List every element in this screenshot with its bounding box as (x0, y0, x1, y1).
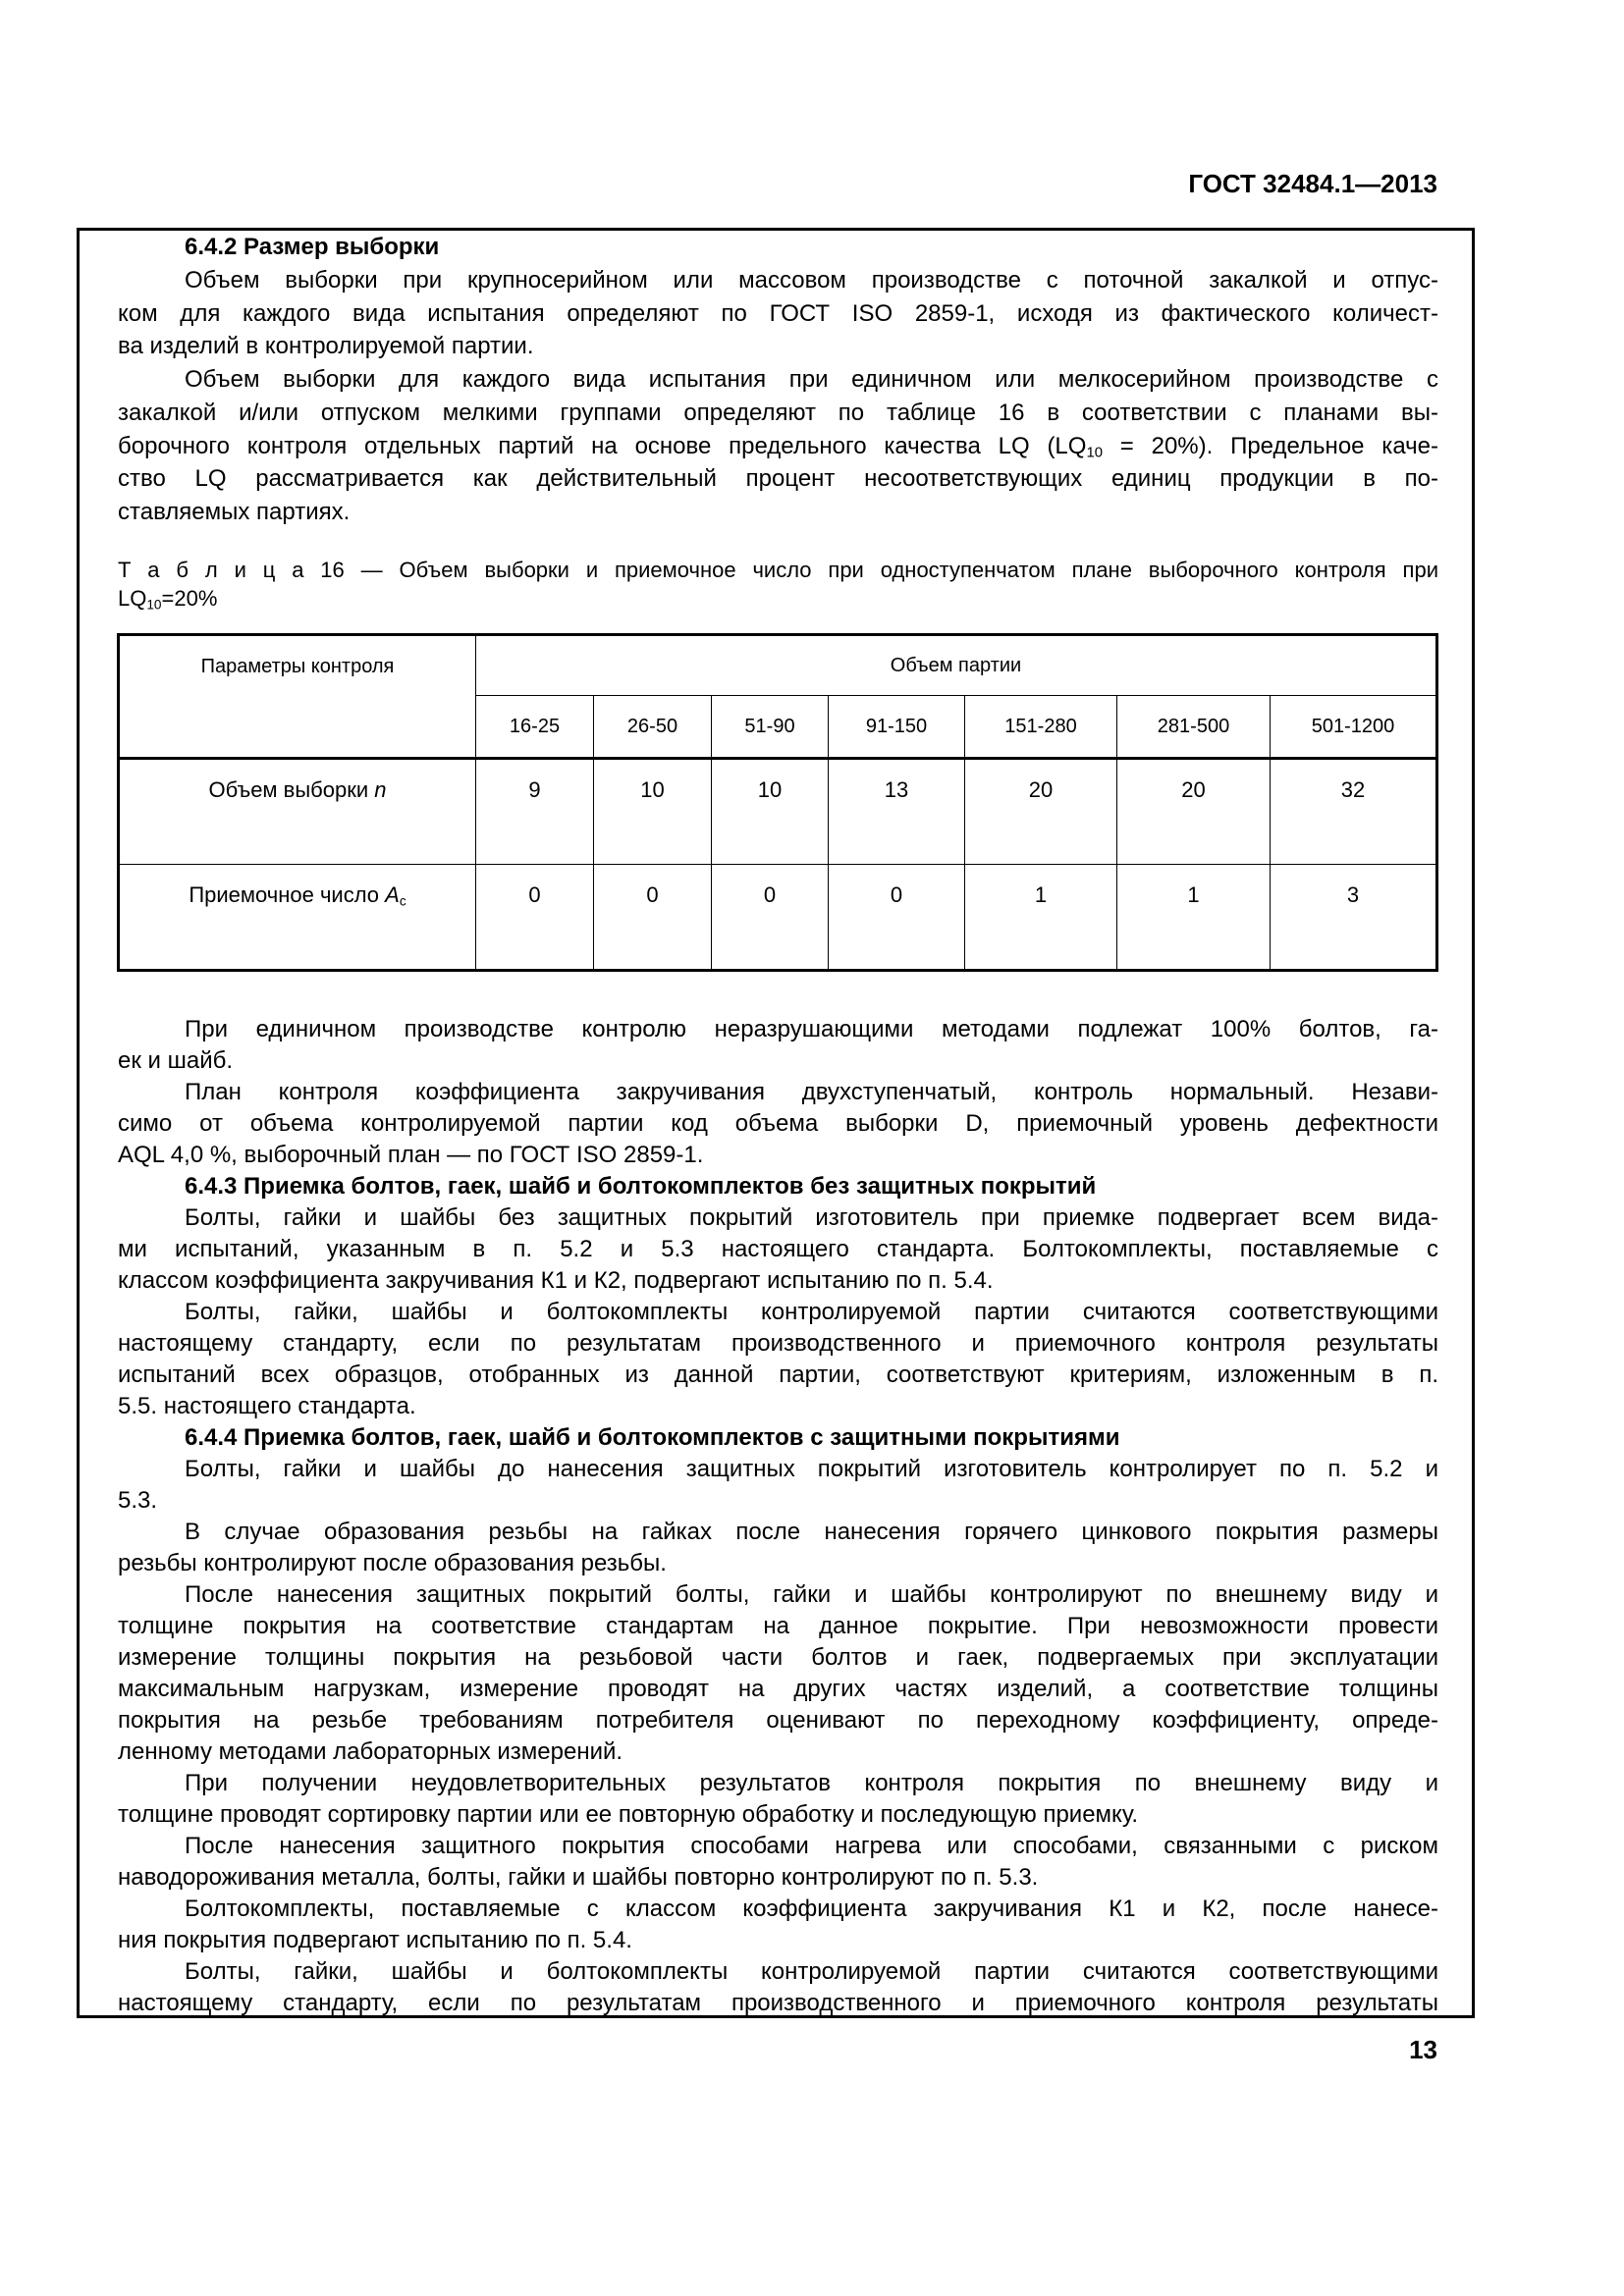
paragraph-line: План контроля коэффициента закручивания двухступенчатый, контроль нормальный. Незави- (185, 1079, 1438, 1105)
row-variable: A (385, 882, 400, 907)
paragraph-line: настоящему стандарту, если по результатам производственного и приемочного контроля результаты (118, 1330, 1438, 1357)
paragraph-line: ком для каждого вида испытания определяют по ГОСТ ISO 2859-1, исходя из фактического количест- (118, 299, 1438, 327)
paragraph-line (118, 430, 1438, 463)
paragraph-line: AQL 4,0 %, выборочный план — по ГОСТ ISO 2859-1. (118, 1142, 704, 1168)
lot-size-cell: 281-500 (1117, 696, 1271, 759)
paragraph-line: максимальным нагрузкам, измерение проводят на других частях изделий, а соответствие толщины (118, 1676, 1438, 1702)
value-cell: 0 (476, 865, 594, 971)
paragraph-line: ния покрытия подвергают испытанию по п. 5.4. (118, 1927, 632, 1953)
value-cell: 10 (594, 759, 712, 865)
paragraph-line: ставляемых партиях. (118, 499, 351, 525)
paragraph-line: Болты, гайки, шайбы и болтокомплекты контролируемой партии считаются соответствующими (185, 1299, 1438, 1325)
paragraph-line: толщине покрытия на соответствие стандартам на данное покрытие. При невозможности провести (118, 1613, 1438, 1639)
paragraph-line: ек и шайб. (118, 1047, 234, 1074)
paragraph-line: покрытия на резьбе требованиям потребителя оценивают по переходному коэффициенту, опреде- (118, 1707, 1438, 1734)
lot-size-cell: 151-280 (965, 696, 1117, 759)
row-label (119, 865, 476, 971)
paragraph-line: классом коэффициента закручивания К1 и К2, подвергают испытанию по п. 5.4. (118, 1267, 994, 1294)
sampling-table (117, 633, 1438, 972)
lot-size-header: Объем партии (476, 635, 1437, 696)
value-cell: 20 (1117, 759, 1271, 865)
section-6-4-2 (118, 231, 1438, 529)
row-label-text: Объем выборки (208, 777, 375, 802)
paragraph-line: Болты, гайки, шайбы и болтокомплекты контролируемой партии считаются соответствующими (185, 1958, 1438, 1985)
paragraph-line: испытаний всех образцов, отобранных из данной партии, соответствуют критериям, изложенным в п. (118, 1362, 1438, 1388)
paragraph-line: ми испытаний, указанным в п. 5.2 и 5.3 настоящего стандарта. Болтокомплекты, поставляемые с (118, 1236, 1438, 1262)
value-cell: 0 (829, 865, 965, 971)
section-heading: 6.4.4 Приемка болтов, гаек, шайб и болтокомплектов с защитными покрытиями (185, 1424, 1120, 1451)
value-cell: 10 (712, 759, 829, 865)
paragraph-line: настоящему стандарту, если по результатам производственного и приемочного контроля результаты (118, 1990, 1438, 2016)
paragraph-line: После нанесения защитных покрытий болты, гайки и шайбы контролируют по внешнему виду и (185, 1581, 1438, 1608)
table-row (119, 865, 1437, 971)
value-cell: 13 (829, 759, 965, 865)
value-cell: 3 (1271, 865, 1437, 971)
paragraph-line: Объем выборки при крупносерийном или массовом производстве с поточной закалкой и отпус- (185, 266, 1438, 294)
lot-size-cell: 51-90 (712, 696, 829, 759)
paragraph-line: Объем выборки для каждого вида испытания при единичном или мелкосерийном производстве с (185, 366, 1438, 393)
row-label (119, 759, 476, 865)
row-label-text: Приемочное число (189, 882, 386, 907)
paragraph-line: Болтокомплекты, поставляемые с классом коэффициента закручивания К1 и К2, после нанесе- (185, 1896, 1438, 1922)
value-cell: 20 (965, 759, 1117, 865)
paragraph-line: симо от объема контролируемой партии код объема выборки D, приемочный уровень дефектности (118, 1110, 1438, 1137)
paragraph-line: В случае образования резьбы на гайках после нанесения горячего цинкового покрытия размеры (185, 1519, 1438, 1545)
value-cell: 0 (712, 865, 829, 971)
value-cell: 0 (594, 865, 712, 971)
table-caption-line: Т а б л и ц а 16 — Объем выборки и приемочное число при одноступенчатом плане выборочного контроля при (118, 558, 1438, 582)
row-variable: n (374, 777, 387, 802)
paragraph-line: толщине проводят сортировку партии или ее повторную обработку и последующую приемку. (118, 1801, 1139, 1828)
value-cell: 1 (965, 865, 1117, 971)
paragraph-line: измерение толщины покрытия на резьбовой части болтов и гаек, подвергаемых при эксплуатации (118, 1644, 1438, 1671)
section-heading: 6.4.3 Приемка болтов, гаек, шайб и болтокомплектов без защитных покрытий (185, 1173, 1097, 1200)
paragraph-line: наводороживания металла, болты, гайки и шайбы повторно контролируют по п. 5.3. (118, 1864, 1039, 1891)
paragraph-line: При получении неудовлетворительных результатов контроля покрытия по внешнему виду и (185, 1770, 1438, 1796)
paragraph-line: ленному методами лабораторных измерений. (118, 1738, 623, 1765)
page-number: 13 (1409, 2035, 1437, 2064)
paragraph-line: 5.3. (118, 1487, 158, 1514)
paragraph-line: ва изделий в контролируемой партии. (118, 333, 534, 360)
caption-lq-subscript: 10 (146, 597, 162, 613)
subscript: 10 (1086, 445, 1103, 461)
param-header: Параметры контроля (119, 635, 476, 759)
sections-continued (118, 1014, 1438, 2019)
caption-lq-value: =20% (161, 586, 218, 611)
lot-size-cell: 91-150 (829, 696, 965, 759)
paragraph-line: При единичном производстве контролю неразрушающими методами подлежат 100% болтов, га- (185, 1016, 1438, 1042)
lot-size-cell: 501-1200 (1271, 696, 1437, 759)
paragraph-line: закалкой и/или отпуском мелкими группами определяют по таблице 16 в соответствии с планами вы- (118, 399, 1438, 426)
value-cell: 32 (1271, 759, 1437, 865)
caption-lq: LQ (118, 586, 147, 611)
row-variable-subscript: c (399, 893, 406, 909)
paragraph-line: резьбы контролируют после образования резьбы. (118, 1550, 667, 1576)
table-caption (118, 556, 1438, 613)
paragraph-line: После нанесения защитного покрытия способами нагрева или способами, связанными с риском (185, 1833, 1438, 1859)
paragraph-line: Болты, гайки и шайбы без защитных покрытий изготовитель при приемке подвергает всем вида- (185, 1204, 1438, 1231)
paragraph-line: ство LQ рассматривается как действительный процент несоответствующих единиц продукции в по- (118, 465, 1438, 493)
value-cell: 9 (476, 759, 594, 865)
lot-size-cell: 26-50 (594, 696, 712, 759)
section-heading: 6.4.2 Размер выборки (185, 234, 440, 260)
table-row (119, 759, 1437, 865)
text-segment: борочного контроля отдельных партий на основе предельного качества LQ (LQ (118, 432, 1087, 459)
value-cell: 1 (1117, 865, 1271, 971)
text-segment: = 20%). Предельное каче- (1103, 432, 1438, 459)
paragraph-line: 5.5. настоящего стандарта. (118, 1393, 416, 1419)
lot-size-cell: 16-25 (476, 696, 594, 759)
document-code-header: ГОСТ 32484.1—2013 (1188, 169, 1437, 198)
table-caption-line (118, 584, 1438, 613)
paragraph-line: Болты, гайки и шайбы до нанесения защитных покрытий изготовитель контролирует по п. 5.2 и (185, 1456, 1438, 1482)
